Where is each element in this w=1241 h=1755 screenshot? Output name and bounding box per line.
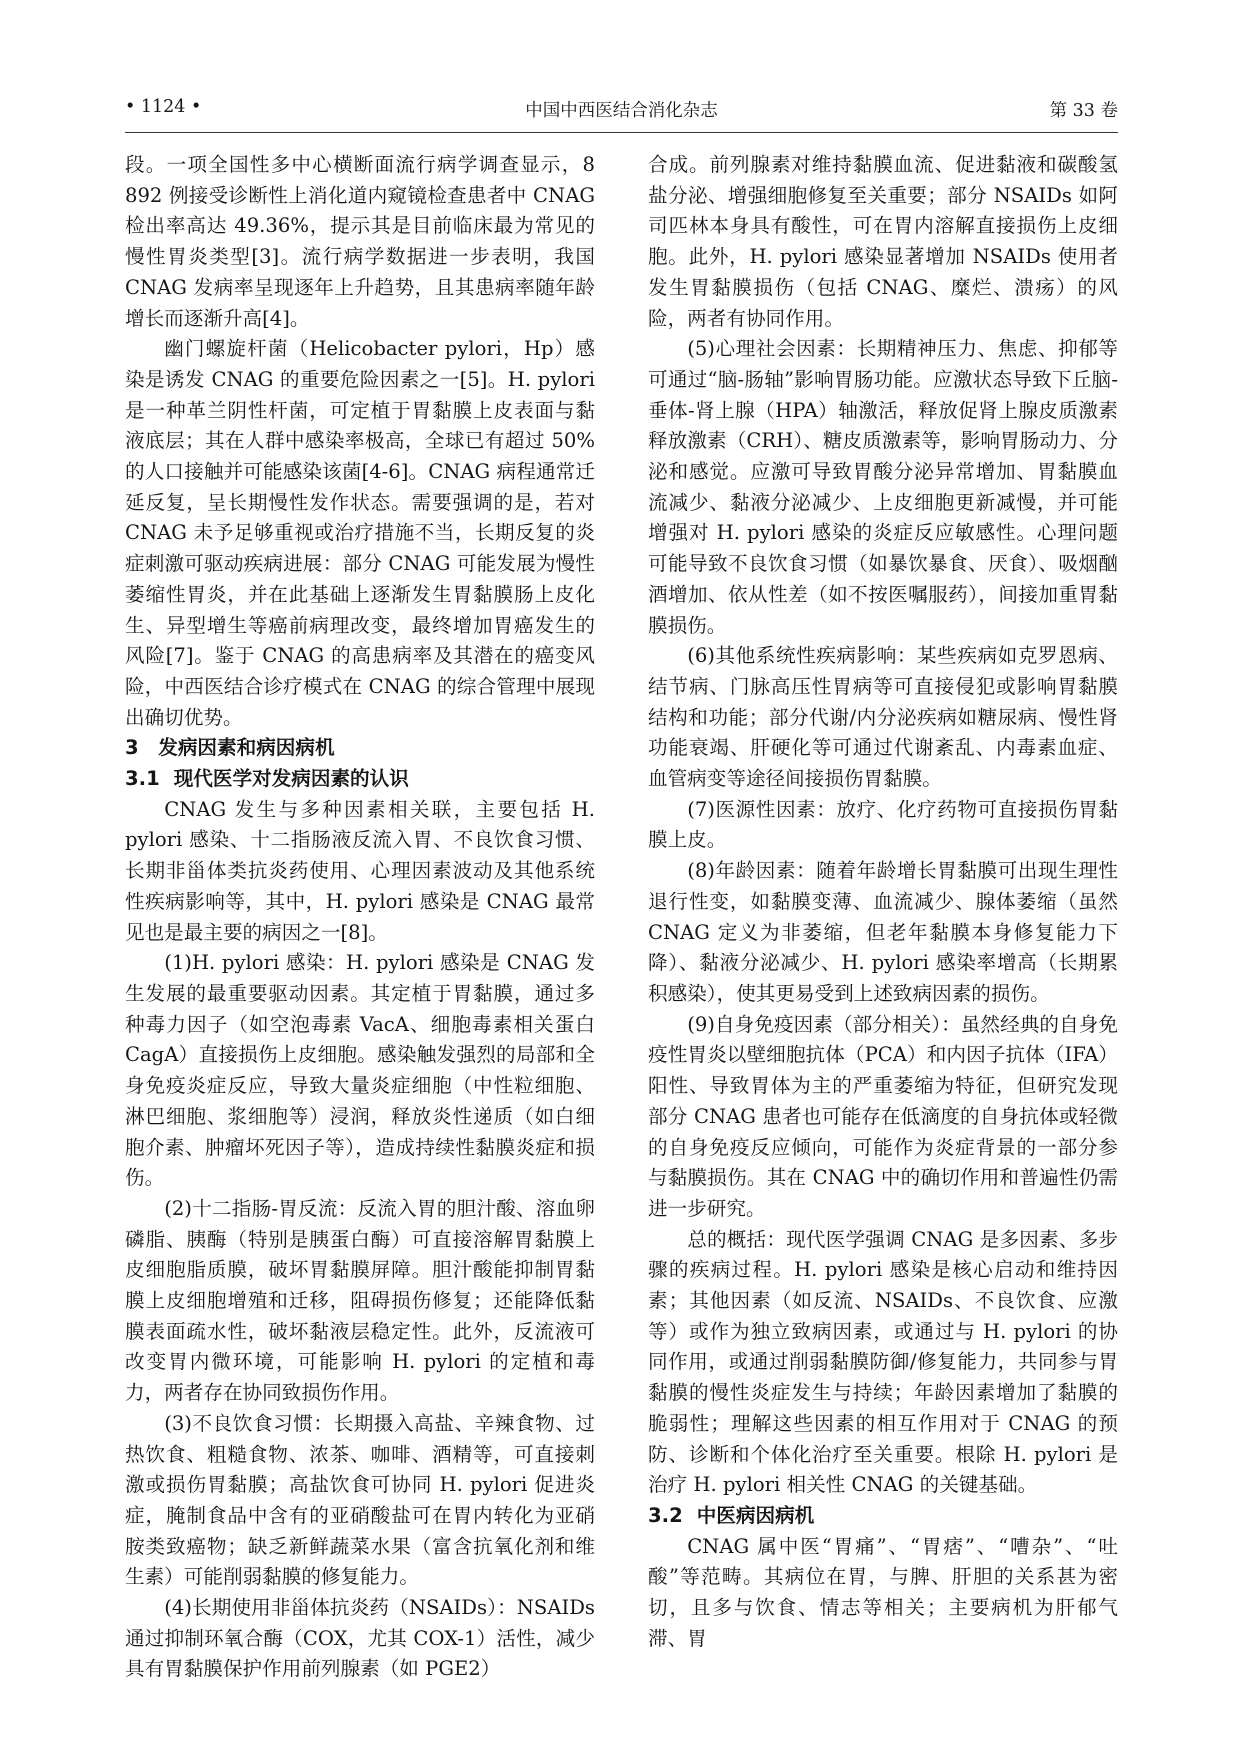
section-heading: 3 发病因素和病因病机 (125, 736, 335, 760)
body-paragraph: (1)H. pylori 感染：H. pylori 感染是 CNAG 发生发展的最重要驱动因素。其定植于胃黏膜，通过多种毒力因子（如空泡毒素 VacA、细胞毒素相关蛋白 CagA）直接损伤上皮细胞。感染触发强烈的局部和全身免疫炎症反应，导致大量炎症细胞（中性粒细胞、淋巴细胞、浆细胞等）浸润，释放炎性递质（如白细胞介素、肿瘤坏死因子等），造成持续性黏膜炎症和损伤。 (125, 951, 595, 1190)
body-paragraph: CNAG 属中医“胃痛”、“胃痞”、“嘈杂”、“吐酸”等范畴。其病位在胃，与脾、肝胆的关系甚为密切，且多与饮食、情志等相关；主要病机为肝郁气滞、胃 (648, 1534, 1118, 1650)
body-paragraph: (7)医源性因素：放疗、化疗药物可直接损伤胃黏膜上皮。 (648, 797, 1118, 852)
subsection-heading (648, 1501, 1118, 1532)
body-paragraph: (6)其他系统性疾病影响：某些疾病如克罗恩病、结节病、门脉高压性胃病等可直接侵犯或影响胃黏膜结构和功能；部分代谢/内分泌疾病如糖尿病、慢性肾功能衰竭、肝硬化等可通过代谢紊乱、内毒素血症、血管病变等途径间接损伤胃黏膜。 (648, 644, 1118, 791)
body-paragraph: (5)心理社会因素：长期精神压力、焦虑、抑郁等可通过“脑-肠轴”影响胃肠功能。应激状态导致下丘脑-垂体-肾上腺（HPA）轴激活，释放促肾上腺皮质激素释放激素（CRH）、糖皮质激素等，影响胃肠动力、分泌和感觉。应激可导致胃酸分泌异常增加、胃黏膜血流减少、黏液分泌减少、上皮细胞更新减慢，并可能增强对 H. pylori 感染的炎症反应敏感性。心理问题可能导致不良饮食习惯（如暴饮暴食、厌食）、吸烟酗酒增加、依从性差（如不按医嘱服药），间接加重胃黏膜损伤。 (648, 337, 1118, 637)
body-paragraph: CNAG 发生与多种因素相关联，主要包括 H. pylori 感染、十二指肠液反流入胃、不良饮食习惯、长期非甾体类抗炎药使用、心理因素波动及其他系统性疾病影响等，其中，H. pylori 感染是 CNAG 最常见也是最主要的病因之一[8]。 (125, 797, 595, 944)
header-divider (125, 132, 1118, 133)
body-paragraph: 总的概括：现代医学强调 CNAG 是多因素、多步骤的疾病过程。H. pylori 感染是核心启动和维持因素；其他因素（如反流、NSAIDs、不良饮食、应激等）或作为独立致病因素，或通过与 H. pylori 的协同作用，或通过削弱黏膜防御/修复能力，共同参与胃黏膜的慢性炎症发生与持续；年龄因素增加了黏膜的脆弱性；理解这些因素的相互作用对于 CNAG 的预防、诊断和个体化治疗至关重要。根除 H. pylori 是治疗 H. pylori 相关性 CNAG 的关键基础。 (648, 1227, 1118, 1497)
body-paragraph: (9)自身免疫因素（部分相关）：虽然经典的自身免疫性胃炎以壁细胞抗体（PCA）和内因子抗体（IFA）阳性、导致胃体为主的严重萎缩为特征，但研究发现部分 CNAG 患者也可能存在低滴度的自身抗体或轻微的自身免疫反应倾向，可能作为炎症背景的一部分参与黏膜损伤。其在 CNAG 中的确切作用和普遍性仍需进一步研究。 (648, 1012, 1118, 1220)
subsection-heading (125, 764, 595, 795)
right-column (648, 150, 1118, 1740)
body-paragraph: (3)不良饮食习惯：长期摄入高盐、辛辣食物、过热饮食、粗糙食物、浓茶、咖啡、酒精等，可直接刺激或损伤胃黏膜；高盐饮食可协同 H. pylori 促进炎症，腌制食品中含有的亚硝酸盐可在胃内转化为亚硝胺类致癌物；缺乏新鲜蔬菜水果（富含抗氧化剂和维生素）可能削弱黏膜的修复能力。 (125, 1411, 595, 1589)
page-number: • 1124 • (125, 97, 202, 117)
body-paragraph: (4)长期使用非甾体抗炎药（NSAIDs）：NSAIDs 通过抑制环氧合酶（COX，尤其 COX-1）活性，减少具有胃黏膜保护作用前列腺素（如 PGE2） (125, 1596, 595, 1681)
left-column (125, 150, 595, 1740)
body-paragraph: (8)年龄因素：随着年龄增长胃黏膜可出现生理性退行性变，如黏膜变薄、血流减少、腺体萎缩（虽然 CNAG 定义为非萎缩，但老年黏膜本身修复能力下降）、黏液分泌减少、H. pylori 感染率增高（长期累积感染），使其更易受到上述致病因素的损伤。 (648, 859, 1118, 1005)
subsection-number: 3.2 (648, 1503, 683, 1527)
volume-label: 第 33 卷 (1049, 101, 1118, 121)
body-paragraph: 合成。前列腺素对维持黏膜血流、促进黏液和碳酸氢盐分泌、增强细胞修复至关重要；部分 NSAIDs 如阿司匹林本身具有酸性，可在胃内溶解直接损伤上皮细胞。此外，H. pylori 感染显著增加 NSAIDs 使用者发生胃黏膜损伤（包括 CNAG、糜烂、溃疡）的风险，两者有协同作用。 (648, 153, 1118, 330)
body-paragraph: 幽门螺旋杆菌（Helicobacter pylori，Hp）感染是诱发 CNAG 的重要危险因素之一[5]。H. pylori 是一种革兰阴性杆菌，可定植于胃黏膜上皮表面与黏液底层；其在人群中感染率极高，全球已有超过 50% 的人口接触并可能感染该菌[4-6]。CNAG 病程通常迁延反复，呈长期慢性发作状态。需要强调的是，若对 CNAG 未予足够重视或治疗措施不当，长期反复的炎症刺激可驱动疾病进展：部分 CNAG 可能发展为慢性萎缩性胃炎，并在此基础上逐渐发生胃黏膜肠上皮化生、异型增生等癌前病理改变，最终增加胃癌发生的风险[7]。鉴于 CNAG 的高患病率及其潜在的癌变风险，中西医结合诊疗模式在 CNAG 的综合管理中展现出确切优势。 (125, 337, 595, 729)
running-header (125, 97, 1118, 129)
subsection-title: 现代医学对发病因素的认识 (173, 767, 409, 791)
body-paragraph: (2)十二指肠-胃反流：反流入胃的胆汁酸、溶血卵磷脂、胰酶（特别是胰蛋白酶）可直接溶解胃黏膜上皮细胞脂质膜，破坏胃黏膜屏障。胆汁酸能抑制胃黏膜上皮细胞增殖和迁移，阻碍损伤修复；还能降低黏膜表面疏水性，破坏黏液层稳定性。此外，反流液可改变胃内微环境，可能影响 H. pylori 的定植和毒力，两者存在协同致损伤作用。 (125, 1196, 595, 1405)
body-paragraph: 段。一项全国性多中心横断面流行病学调查显示，8 892 例接受诊断性上消化道内窥镜检查患者中 CNAG 检出率高达 49.36%，提示其是目前临床最为常见的慢性胃炎类型[3]。流行病学数据进一步表明，我国 CNAG 发病率呈现逐年上升趋势，且其患病率随年龄增长而逐渐升高[4]。 (125, 153, 595, 330)
subsection-number: 3.1 (125, 767, 160, 791)
journal-title: 中国中西医结合消化杂志 (525, 101, 718, 121)
subsection-title: 中医病因病机 (696, 1503, 815, 1527)
